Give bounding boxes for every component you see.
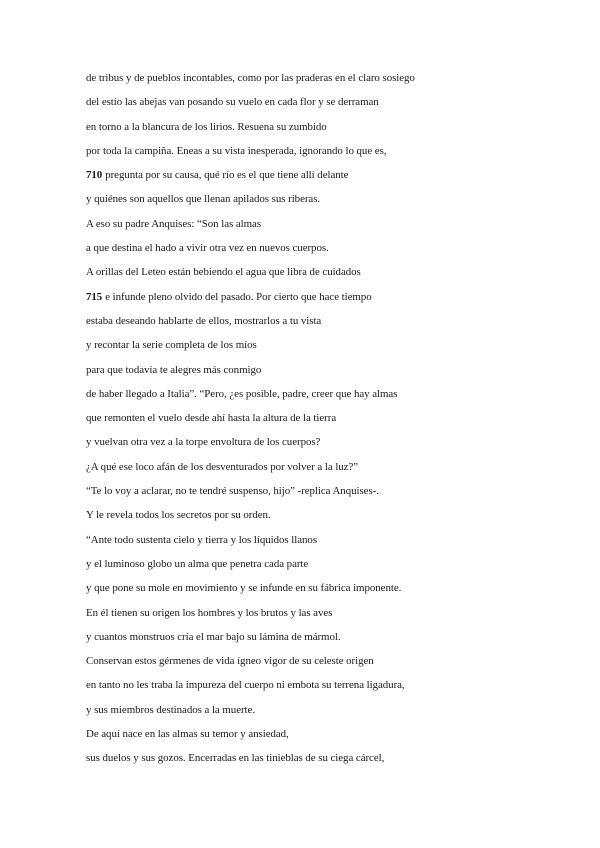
line-text: y cuantos monstruos cría el mar bajo su lámina de mármol. — [86, 630, 341, 643]
text-line — [86, 285, 546, 309]
line-text: estaba deseando hablarte de ellos, mostrarlos a tu vista — [86, 314, 322, 327]
text-line — [86, 625, 546, 649]
text-line — [86, 333, 546, 357]
text-line — [86, 430, 546, 454]
line-text: ¿A qué ese loco afán de los desventurados por volver a la luz?” — [86, 460, 359, 473]
line-text: de tribus y de pueblos incontables, como por las praderas en el claro sosiego — [86, 72, 415, 84]
line-text: e infunde pleno olvido del pasado. Por cierto que hace tiempo — [105, 290, 372, 303]
line-text: en tanto no les traba la impureza del cuerpo ni embota su terrena ligadura, — [86, 679, 405, 692]
line-text: En él tienen su origen los hombres y los brutos y las aves — [86, 606, 333, 619]
line-text: que remonten el vuelo desde ahí hasta la altura de la tierra — [86, 412, 337, 425]
line-text: sus duelos y sus gozos. Encerradas en las tinieblas de su ciega cárcel, — [86, 752, 385, 765]
text-line — [86, 236, 546, 260]
line-text: “Te lo voy a aclarar, no te tendré suspenso, hijo” -replica Anquises-. — [86, 485, 379, 498]
text-line — [86, 455, 546, 479]
text-line — [86, 358, 546, 382]
poem-text — [86, 66, 546, 771]
line-text: A orillas del Leteo están bebiendo el agua que libra de cuidados — [86, 266, 361, 279]
line-text: y sus miembros destinados a la muerte. — [86, 703, 255, 716]
text-line — [86, 673, 546, 697]
text-line — [86, 187, 546, 211]
text-line — [86, 698, 546, 722]
line-text: y el luminoso globo un alma que penetra cada parte — [86, 557, 309, 570]
text-line — [86, 90, 546, 114]
text-line — [86, 649, 546, 673]
line-text: a que destina el hado a vivir otra vez en nuevos cuerpos. — [86, 242, 329, 255]
text-line — [86, 260, 546, 284]
verse-number: 715 — [86, 290, 103, 303]
text-line — [86, 406, 546, 430]
text-line — [86, 66, 546, 90]
text-line — [86, 309, 546, 333]
line-text: en torno a la blancura de los lirios. Resuena su zumbido — [86, 120, 327, 133]
line-text: Conservan estos gérmenes de vida ígneo vigor de su celeste origen — [86, 655, 374, 668]
text-line — [86, 722, 546, 746]
line-text: y quiénes son aquellos que llenan apilados sus riberas. — [86, 193, 321, 206]
text-line — [86, 382, 546, 406]
verse-number: 710 — [86, 169, 103, 182]
text-line — [86, 139, 546, 163]
line-text: “Ante todo sustenta cielo y tierra y los líquidos llanos — [86, 533, 318, 546]
line-text: y vuelvan otra vez a la torpe envoltura de los cuerpos? — [86, 436, 321, 449]
line-text: Y le revela todos los secretos por su orden. — [86, 509, 271, 522]
text-line — [86, 163, 546, 187]
line-text: de haber llegado a Italia”. “Pero, ¿es posible, padre, creer que hay almas — [86, 387, 398, 400]
text-line — [86, 601, 546, 625]
line-text: y que pone su mole en movimiento y se infunde en su fábrica imponente. — [86, 582, 402, 595]
text-line — [86, 746, 546, 770]
text-line — [86, 503, 546, 527]
text-line — [86, 528, 546, 552]
text-line — [86, 115, 546, 139]
text-line — [86, 479, 546, 503]
line-text: del estío las abejas van posando su vuelo en cada flor y se derraman — [86, 96, 379, 109]
line-text: para que todavía te alegres más conmigo — [86, 363, 262, 376]
line-text: pregunta por su causa, qué río es el que tiene allí delante — [105, 169, 349, 182]
line-text: A eso su padre Anquises: “Son las almas — [86, 217, 262, 230]
line-text: y recontar la serie completa de los míos — [86, 339, 257, 352]
text-line — [86, 212, 546, 236]
line-text: De aquí nace en las almas su temor y ansiedad, — [86, 728, 289, 741]
text-line — [86, 576, 546, 600]
text-line — [86, 552, 546, 576]
line-text: por toda la campiña. Eneas a su vista inesperada, ignorando lo que es, — [86, 144, 387, 157]
